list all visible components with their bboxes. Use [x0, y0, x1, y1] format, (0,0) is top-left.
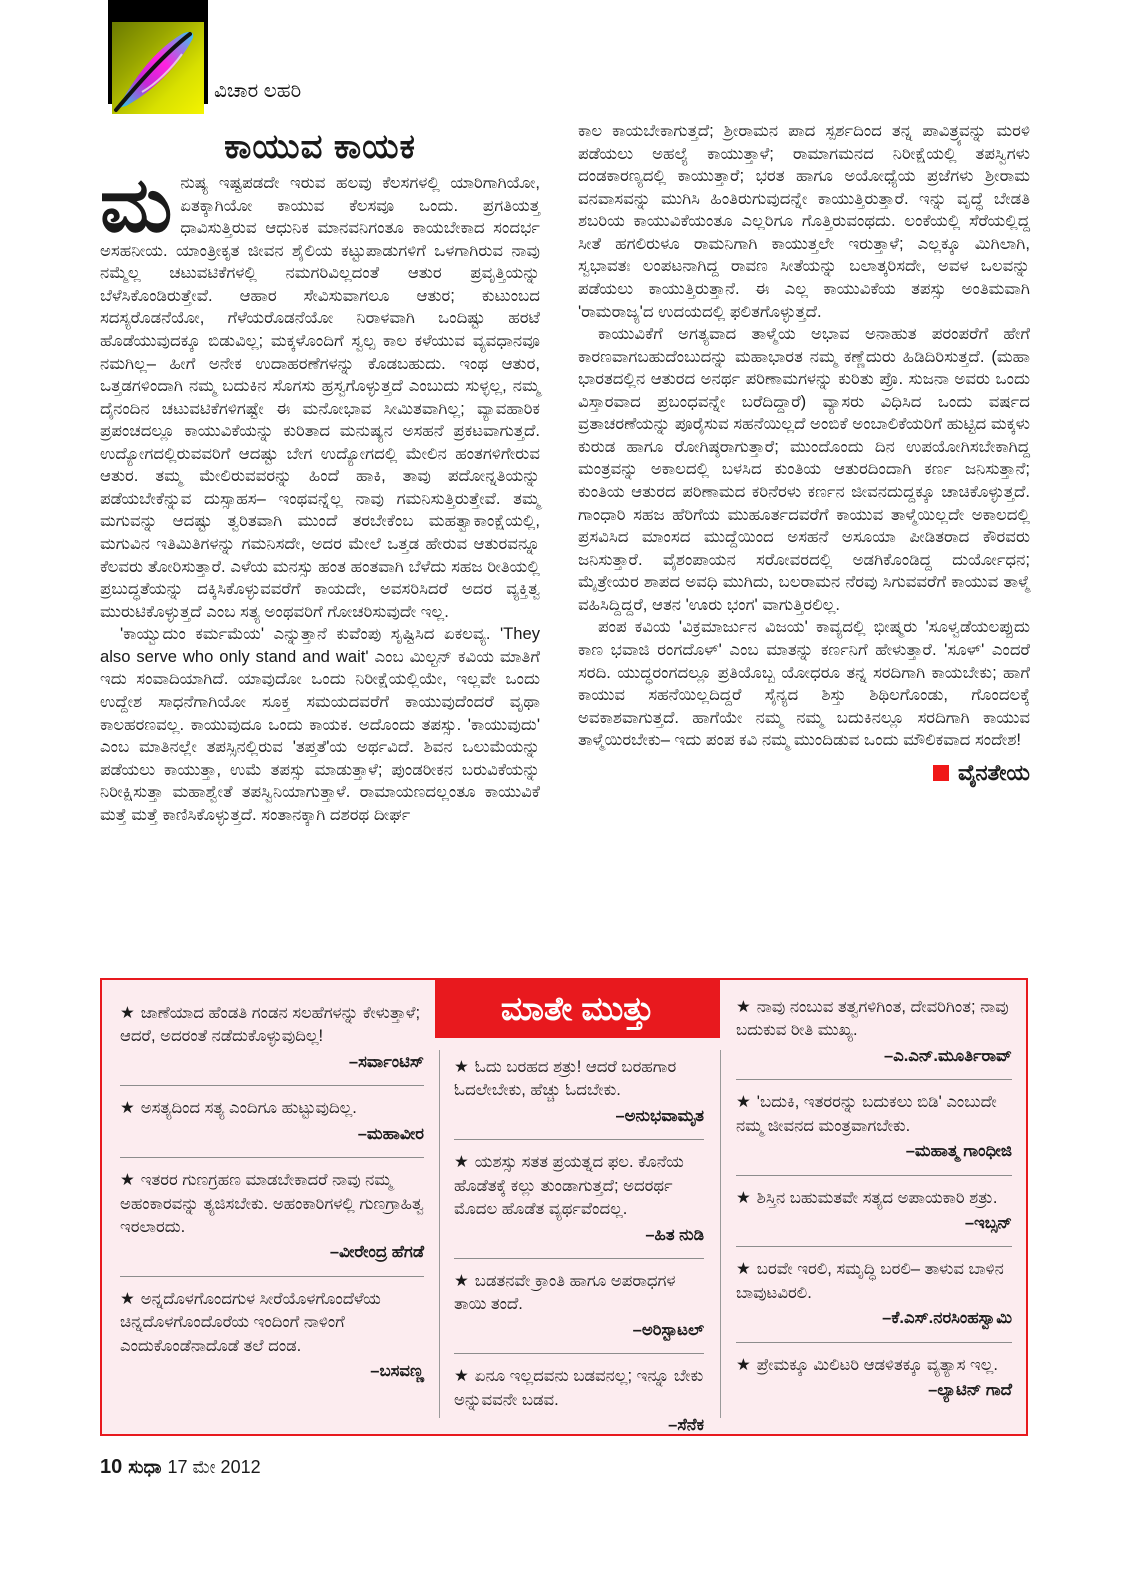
star-icon: ★	[120, 1289, 135, 1308]
quote-attribution: –ಅನುಭವಾಮೃತ	[615, 1106, 704, 1125]
star-icon: ★	[454, 1367, 469, 1386]
quote-text: ಏನೂ ಇಲ್ಲದವನು ಬಡವನಲ್ಲ; ಇನ್ನೂ ಬೇಕು ಅನ್ನುವವನೇ ಬಡವ.	[454, 1367, 704, 1409]
quote-attribution: –ಹಿತ ನುಡಿ	[645, 1225, 704, 1244]
quote-attribution: –ಕೆ.ಎಸ್.ನರಸಿಂಹಸ್ವಾಮಿ	[882, 1309, 1012, 1328]
quote-body	[120, 1097, 424, 1120]
quote-attribution: –ಎ.ಎನ್.ಮೂರ್ತಿರಾವ್	[883, 1046, 1012, 1065]
quote-item	[454, 1365, 704, 1448]
star-icon: ★	[454, 1058, 469, 1076]
quote-item	[120, 1169, 424, 1277]
page-footer	[100, 1456, 261, 1479]
column-divider	[439, 1050, 440, 1418]
quote-column-1	[120, 1002, 424, 1394]
paragraph: ಪಂಪ ಕವಿಯ 'ವಿಕ್ರಮಾರ್ಜುನ ವಿಜಯ' ಕಾವ್ಯದಲ್ಲಿ ಭೀಷ್ಮರು 'ಸೂಳ್ವಡೆಯಲಪ್ಪುದು ಕಾಣ ಭವಾಜಿ ರಂಗದೊಳ್' ಎಂಬ ಮಾತನ್ನು ಕರ್ಣನಿಗೆ ಹೇಳುತ್ತಾರೆ. 'ಸೂಳ್' ಎಂದರೆ ಸರದಿ. ಯುದ್ಧರಂಗದಲ್ಲೂ ಪ್ರತಿಯೊಬ್ಬ ಯೋಧರೂ ತನ್ನ ಸರದಿಗಾಗಿ ಕಾಯಬೇಕು; ಹಾಗೆ ಕಾಯುವ ಸಹನೆಯಿಲ್ಲದಿದ್ದರೆ ಸೈನ್ಯದ ಶಿಸ್ತು ಶಿಥಿಲಗೊಂಡು, ಗೊಂದಲಕ್ಕೆ ಅವಕಾಶವಾಗುತ್ತದೆ. ಹಾಗೆಯೇ ನಮ್ಮ ನಮ್ಮ ಬದುಕಿನಲ್ಲೂ ಸರದಿಗಾಗಿ ಕಾಯುವ ತಾಳ್ಮೆಯಿರಬೇಕು– ಇದು ಪಂಪ ಕವಿ ನಮ್ಮ ಮುಂದಿಡುವ ಒಂದು ಮೌಲಿಕವಾದ ಸಂದೇಶ!	[578, 617, 1030, 750]
quote-text: ಅನ್ನದೊಳಗೊಂದಗುಳ ಸೀರೆಯೊಳಗೊಂದೆಳೆಯ ಚಿನ್ನದೊಳಗೊಂದೊರೆಯ ಇಂದಿಂಗೆ ನಾಳಿಂಗೆ ಎಂದುಕೊಂಡೆನಾದೊಡೆ ತಲೆ ದಂಡ.	[120, 1289, 381, 1355]
star-icon: ★	[736, 1093, 751, 1112]
quote-box-title: ಮಾತೇ ಮುತ್ತು	[435, 980, 720, 1038]
paragraph-text: ನುಷ್ಯ ಇಷ್ಟಪಡದೇ ಇರುವ ಹಲವು ಕೆಲಸಗಳಲ್ಲಿ ಯಾರಿಗಾಗಿಯೋ, ಏತಕ್ಕಾಗಿಯೋ ಕಾಯುವ ಕೆಲಸವೂ ಒಂದು. ಪ್ರಗತಿಯತ್ತ ಧಾವಿಸುತ್ತಿರುವ ಆಧುನಿಕ ಮಾನವನಿಗಂತೂ ಕಾಯಬೇಕಾದ ಸಂದರ್ಭ ಅಸಹನೀಯ. ಯಾಂತ್ರೀಕೃತ ಜೀವನ ಶೈಲಿಯ ಕಟ್ಟುಪಾಡುಗಳಿಗೆ ಒಳಗಾಗಿರುವ ನಾವು ನಮ್ಮೆಲ್ಲ ಚಟುವಟಿಕೆಗಳಲ್ಲಿ ನಮಗರಿವಿಲ್ಲದಂತೆ ಆತುರ ಪ್ರವೃತ್ತಿಯನ್ನು ಬೆಳೆಸಿಕೊಂಡಿರುತ್ತೇವೆ. ಆಹಾರ ಸೇವಿಸುವಾಗಲೂ ಆತುರ; ಕುಟುಂಬದ ಸದಸ್ಯರೊಡನೆಯೋ, ಗೆಳೆಯರೊಡನೆಯೋ ನಿರಾಳವಾಗಿ ಒಂದಿಷ್ಟು ಹರಟೆ ಹೊಡೆಯುವುದಕ್ಕೂ ಬಿಡುವಿಲ್ಲ; ಮಕ್ಕಳೊಂದಿಗೆ ಸ್ವಲ್ಪ ಕಾಲ ಕಳೆಯುವ ವ್ಯವಧಾನವೂ ನಮಗಿಲ್ಲ– ಹೀಗೆ ಅನೇಕ ಉದಾಹರಣೆಗಳನ್ನು ಕೊಡಬಹುದು. ಇಂಥ ಆತುರ, ಒತ್ತಡಗಳಿಂದಾಗಿ ನಮ್ಮ ಬದುಕಿನ ಸೊಗಸು ಹ್ರಸ್ವಗೊಳ್ಳುತ್ತದೆ ಎಂಬುದು ಸುಳ್ಳಲ್ಲ, ನಮ್ಮ ದೈನಂದಿನ ಚಟುವಟಿಕೆಗಳಿಗಷ್ಟೇ ಈ ಮನೋಭಾವ ಸೀಮಿತವಾಗಿಲ್ಲ; ವ್ಯಾವಹಾರಿಕ ಪ್ರಪಂಚದಲ್ಲೂ ಕಾಯುವಿಕೆಯನ್ನು ಕುರಿತಾದ ಮನುಷ್ಯನ ಅಸಹನೆ ಪ್ರಕಟವಾಗುತ್ತದೆ. ಉದ್ಯೋಗದಲ್ಲಿರುವವರಿಗೆ ಆದಷ್ಟು ಬೇಗ ಉದ್ಯೋಗದಲ್ಲಿ ಮೇಲಿನ ಹಂತಗಳಿಗೇರುವ ಆತುರ. ತಮ್ಮ ಮೇಲಿರುವವರನ್ನು ಹಿಂದೆ ಹಾಕಿ, ತಾವು ಪದೋನ್ನತಿಯನ್ನು ಪಡೆಯಬೇಕೆನ್ನುವ ದುಸ್ಸಾಹಸ– ಇಂಥವನ್ನೆಲ್ಲ ನಾವು ಗಮನಿಸುತ್ತಿರುತ್ತೇವೆ. ತಮ್ಮ ಮಗುವನ್ನು ಆದಷ್ಟು ತ್ವರಿತವಾಗಿ ಮುಂದೆ ತರಬೇಕೆಂಬ ಮಹತ್ವಾಕಾಂಕ್ಷೆಯಲ್ಲಿ, ಮಗುವಿನ ಇತಿಮಿತಿಗಳನ್ನು ಗಮನಿಸದೇ, ಅದರ ಮೇಲೆ ಒತ್ತಡ ಹೇರುವ ಆತುರವನ್ನೂ ಕೆಲವರು ತೋರಿಸುತ್ತಾರೆ. ಎಳೆಯ ಮನಸ್ಸು ಹಂತ ಹಂತವಾಗಿ ಬೆಳೆದು ಸಹಜ ರೀತಿಯಲ್ಲಿ ಪ್ರಬುದ್ಧತೆಯನ್ನು ದಕ್ಕಿಸಿಕೊಳ್ಳುವವರೆಗೆ ಕಾಯದೇ, ಅವಸರಿಸಿದರೆ ಅದರ ವ್ಯಕ್ತಿತ್ವ ಮುರುಟಿಕೊಳ್ಳುತ್ತದೆ ಎಂಬ ಸತ್ಯ ಅಂಥವರಿಗೆ ಗೋಚರಿಸುವುದೇ ಇಲ್ಲ.	[100, 173, 540, 621]
paragraph: ಕಾಯುವಿಕೆಗೆ ಅಗತ್ಯವಾದ ತಾಳ್ಮೆಯ ಅಭಾವ ಅನಾಹುತ ಪರಂಪರೆಗೆ ಹೇಗೆ ಕಾರಣವಾಗಬಹುದೆಂಬುದನ್ನು ಮಹಾಭಾರತ ನಮ್ಮ ಕಣ್ಣೆದುರು ಹಿಡಿದಿರಿಸುತ್ತದೆ. (ಮಹಾ ಭಾರತದಲ್ಲಿನ ಆತುರದ ಅನರ್ಥ ಪರಿಣಾಮಗಳನ್ನು ಕುರಿತು ಪ್ರೊ. ಸುಜನಾ ಅವರು ಒಂದು ವಿಸ್ತಾರವಾದ ಪ್ರಬಂಧವನ್ನೇ ಬರೆದಿದ್ದಾರೆ) ವ್ಯಾಸರು ವಿಧಿಸಿದ ಒಂದು ವರ್ಷದ ವ್ರತಾಚರಣೆಯನ್ನು ಪೂರೈಸುವ ಸಹನೆಯಿಲ್ಲದೆ ಅಂಬಿಕೆ ಅಂಬಾಲಿಕೆಯರಿಗೆ ಹುಟ್ಟಿದ ಮಕ್ಕಳು ಕುರುಡ ಹಾಗೂ ರೋಗಿಷ್ಠರಾಗುತ್ತಾರೆ; ಮುಂದೊಂದು ದಿನ ಉಪಯೋಗಿಸಬೇಕಾಗಿದ್ದ ಮಂತ್ರವನ್ನು ಅಕಾಲದಲ್ಲಿ ಬಳಸಿದ ಕುಂತಿಯ ಆತುರದಿಂದಾಗಿ ಕರ್ಣ ಜನಿಸುತ್ತಾನೆ; ಕುಂತಿಯ ಆತುರದ ಪರಿಣಾಮದ ಕರಿನೆರಳು ಕರ್ಣನ ಜೀವನದುದ್ದಕ್ಕೂ ಚಾಚಿಕೊಳ್ಳುತ್ತದೆ. ಗಾಂಧಾರಿ ಸಹಜ ಹೆರಿಗೆಯ ಮುಹೂರ್ತದವರೆಗೆ ಕಾಯುವ ತಾಳ್ಮೆಯಿಲ್ಲದೇ ಅಕಾಲದಲ್ಲಿ ಪ್ರಸವಿಸಿದ ಮಾಂಸದ ಮುದ್ದೆಯಿಂದ ಅಸಹನೆ ಅಸೂಯಾ ಪೀಡಿತರಾದ ಕೌರವರು ಜನಿಸುತ್ತಾರೆ. ವೈಶಂಪಾಯನ ಸರೋವರದಲ್ಲಿ ಅಡಗಿಕೊಂಡಿದ್ದ ದುರ್ಯೋಧನ; ಮೈತ್ರೇಯರ ಶಾಪದ ಅವಧಿ ಮುಗಿದು, ಬಲರಾಮನ ನೆರವು ಸಿಗುವವರೆಗೆ ಕಾಯುವ ತಾಳ್ಮೆ ವಹಿಸಿದ್ದಿದ್ದರೆ, ಆತನ 'ಊರು ಭಂಗ' ವಾಗುತ್ತಿರಲಿಲ್ಲ.	[578, 324, 1030, 614]
quote-item	[454, 1056, 704, 1140]
quote-item	[736, 1091, 1012, 1175]
article-column-2	[578, 120, 1030, 976]
article-column-1	[100, 163, 540, 972]
quote-text: ಬಡತನವೇ ಕ್ರಾಂತಿ ಹಾಗೂ ಅಪರಾಧಗಳ ತಾಯಿ ತಂದೆ.	[454, 1271, 676, 1314]
quote-text: ಶಿಸ್ತಿನ ಬಹುಮತವೇ ಸತ್ಯದ ಅಪಾಯಕಾರಿ ಶತ್ರು.	[756, 1188, 998, 1207]
quote-body	[736, 1187, 1012, 1210]
quote-text: ನಾವು ನಂಬುವ ತತ್ವಗಳಿಗಿಂತ, ದೇವರಿಗಿಂತ; ನಾವು ಬದುಕುವ ರೀತಿ ಮುಖ್ಯ.	[736, 998, 1009, 1040]
quote-body	[454, 1270, 704, 1317]
quote-body	[454, 1151, 704, 1221]
quote-attribution: –ಮಹಾವೀರ	[357, 1124, 424, 1143]
quote-attribution: –ಲ್ಯಾಟಿನ್ ಗಾದೆ	[928, 1381, 1012, 1400]
magazine-name: ಸುಧಾ	[128, 1457, 162, 1477]
article-title: ಕಾಯುವ ಕಾಯಕ	[224, 128, 416, 166]
star-icon: ★	[454, 1153, 469, 1172]
quote-body	[120, 1002, 424, 1049]
quote-box	[100, 978, 1028, 1436]
quote-body	[736, 1258, 1012, 1305]
star-icon: ★	[736, 998, 751, 1016]
red-square-icon	[933, 765, 949, 781]
star-icon: ★	[120, 1004, 135, 1022]
quote-item	[736, 1258, 1012, 1342]
quote-text: ಬರವೇ ಇರಲಿ, ಸಮೃದ್ಧಿ ಬರಲಿ– ತಾಳುವ ಬಾಳಿನ ಬಾವುಟವಿರಲಿ.	[736, 1260, 1004, 1302]
star-icon: ★	[736, 1260, 751, 1279]
quote-item	[736, 996, 1012, 1080]
page-number: 10	[100, 1456, 123, 1478]
quote-text: ಇತರರ ಗುಣಗ್ರಹಣ ಮಾಡಬೇಕಾದರೆ ನಾವು ನಮ್ಮ ಅಹಂಕಾರವನ್ನು ತ್ಯಜಿಸಬೇಕು. ಅಹಂಕಾರಿಗಳಲ್ಲಿ ಗುಣಗ್ರಾಹಿತ್ವ ಇರಲಾರದು.	[120, 1171, 424, 1236]
paragraph: 'ಕಾಯ್ವುದುಂ ಕರ್ಮಮೆಯ' ಎನ್ನುತ್ತಾನೆ ಕುವೆಂಪು ಸೃಷ್ಟಿಸಿದ ಏಕಲವ್ಯ. 'They also serve who only stand and wait' ಎಂಬ ಮಿಲ್ಟನ್ ಕವಿಯ ಮಾತಿಗೆ ಇದು ಸಂವಾದಿಯಾಗಿದೆ. ಯಾವುದೋ ಒಂದು ನಿರೀಕ್ಷೆಯಲ್ಲಿಯೇ, ಇಲ್ಲವೇ ಒಂದು ಉದ್ದೇಶ ಸಾಧನೆಗಾಗಿಯೋ ಸೂಕ್ತ ಸಮಯದವರೆಗೆ ಕಾಯುವುದೆಂದರೆ ವೃಥಾ ಕಾಲಹರಣವಲ್ಲ. ಕಾಯುವುದೂ ಒಂದು ಕಾಯಕ. ಅದೊಂದು ತಪಸ್ಸು. 'ಕಾಯುವುದು' ಎಂಬ ಮಾತಿನಲ್ಲೇ ತಪಸ್ಸಿನಲ್ಲಿರುವ 'ತಪ್ತತೆ'ಯ ಅರ್ಥವಿದೆ. ಶಿವನ ಒಲುಮೆಯನ್ನು ಪಡೆಯಲು ಕಾಯುತ್ತಾ, ಉಮೆ ತಪಸ್ಸು ಮಾಡುತ್ತಾಳೆ; ಪುಂಡರೀಕನ ಬರುವಿಕೆಯನ್ನು ನಿರೀಕ್ಷಿಸುತ್ತಾ ಮಹಾಶ್ವೇತೆ ತಪಸ್ವಿನಿಯಾಗುತ್ತಾಳೆ. ರಾಮಾಯಣದಲ್ಲಂತೂ ಕಾಯುವಿಕೆ ಮತ್ತೆ ಮತ್ತೆ ಕಾಣಿಸಿಕೊಳ್ಳುತ್ತದೆ. ಸಂತಾನಕ್ಕಾಗಿ ದಶರಥ ದೀರ್ಘ	[100, 624, 540, 824]
quote-body	[120, 1288, 424, 1358]
quote-item	[120, 1288, 424, 1395]
star-icon: ★	[736, 1355, 751, 1374]
quote-attribution: –ಮಹಾತ್ಮ ಗಾಂಧೀಜಿ	[905, 1142, 1012, 1161]
quote-item	[736, 1354, 1012, 1414]
star-icon: ★	[736, 1188, 751, 1207]
quote-text: ಜಾಣೆಯಾದ ಹೆಂಡತಿ ಗಂಡನ ಸಲಹೆಗಳನ್ನು ಕೇಳುತ್ತಾಳೆ; ಆದರೆ, ಅದರಂತೆ ನಡೆದುಕೊಳ್ಳುವುದಿಲ್ಲ!	[120, 1004, 421, 1046]
issue-date: 17 ಮೇ 2012	[167, 1457, 261, 1477]
dropcap-letter: ಮ	[100, 163, 173, 248]
quote-item	[454, 1270, 704, 1354]
paragraph: ಕಾಲ ಕಾಯಬೇಕಾಗುತ್ತದೆ; ಶ್ರೀರಾಮನ ಪಾದ ಸ್ಪರ್ಶದಿಂದ ತನ್ನ ಪಾವಿತ್ರ್ಯವನ್ನು ಮರಳಿ ಪಡೆಯಲು ಅಹಲ್ಯೆ ಕಾಯುತ್ತಾಳೆ; ರಾಮಾಗಮನದ ನಿರೀಕ್ಷೆಯಲ್ಲಿ ತಪಸ್ವಿಗಳು ದಂಡಕಾರಣ್ಯದಲ್ಲಿ ಕಾಯುತ್ತಾರೆ; ಭರತ ಹಾಗೂ ಅಯೋಧ್ಯೆಯ ಪ್ರಜೆಗಳು ಶ್ರೀರಾಮ ವನವಾಸವನ್ನು ಮುಗಿಸಿ ಹಿಂತಿರುಗುವುದನ್ನೇ ಕಾಯುತ್ತಿರುತ್ತಾರೆ. ಇನ್ನು ವೃದ್ಧೆ ಬೇಡತಿ ಶಬರಿಯ ಕಾಯುವಿಕೆಯಂತೂ ಎಲ್ಲರಿಗೂ ಗೊತ್ತಿರುವಂಥದು. ಲಂಕೆಯಲ್ಲಿ ಸೆರೆಯಲ್ಲಿದ್ದ ಸೀತೆ ಹಗಲಿರುಳೂ ರಾಮನಿಗಾಗಿ ಕಾಯುತ್ತಲೇ ಇರುತ್ತಾಳೆ; ಎಲ್ಲಕ್ಕೂ ಮಿಗಿಲಾಗಿ, ಸ್ವಭಾವತಃ ಲಂಪಟನಾಗಿದ್ದ ರಾವಣ ಸೀತೆಯನ್ನು ಬಲಾತ್ಕರಿಸದೇ, ಅವಳ ಒಲವನ್ನು ಪಡೆಯಲು ಕಾಯುತ್ತಿರುತ್ತಾನೆ. ಈ ಎಲ್ಲ ಕಾಯುವಿಕೆಯ ತಪಸ್ಸು ಅಂತಿಮವಾಗಿ 'ರಾಮರಾಜ್ಯ'ದ ಉದಯದಲ್ಲಿ ಫಲಿತಗೊಳ್ಳುತ್ತದೆ.	[578, 121, 1030, 321]
quote-item	[120, 1097, 424, 1158]
quote-item	[736, 1187, 1012, 1248]
quote-column-3	[736, 996, 1012, 1413]
column-divider	[720, 1050, 721, 1418]
quote-text: ಓದು ಬರಹದ ಶತ್ರು! ಆದರೆ ಬರಹಗಾರ ಓದಲೇಬೇಕು, ಹೆಚ್ಚು ಓದಬೇಕು.	[454, 1058, 677, 1100]
feather-quill-icon	[112, 22, 204, 114]
section-label: ವಿಚಾರ ಲಹರಿ	[214, 80, 302, 102]
quote-attribution: –ಬಸವಣ್ಣ	[370, 1362, 424, 1381]
quote-text: ಪ್ರೇಮಕ್ಕೂ ಮಿಲಿಟರಿ ಆಡಳಿತಕ್ಕೂ ವ್ಯತ್ಯಾಸ ಇಲ್ಲ.	[756, 1355, 998, 1374]
author-name: ವೈನತೇಯ	[958, 759, 1030, 785]
quote-text: ಅಸತ್ಯದಿಂದ ಸತ್ಯ ಎಂದಿಗೂ ಹುಟ್ಟುವುದಿಲ್ಲ.	[140, 1099, 357, 1118]
star-icon: ★	[120, 1171, 135, 1190]
quote-text: ಯಶಸ್ಸು ಸತತ ಪ್ರಯತ್ನದ ಫಲ. ಕೊನೆಯ ಹೊಡೆತಕ್ಕೆ ಕಲ್ಲು ತುಂಡಾಗುತ್ತದೆ; ಅದರರ್ಥ ಮೊದಲ ಹೊಡೆತ ವ್ಯರ್ಥವೆಂದಲ್ಲ.	[454, 1153, 684, 1219]
quote-attribution: –ಇಬ್ಸನ್	[964, 1213, 1012, 1232]
paragraph	[100, 163, 540, 623]
quote-attribution: –ವೀರೇಂದ್ರ ಹೆಗಡೆ	[329, 1243, 424, 1262]
quote-attribution: –ಸರ್ವಾಂಟಿಸ್	[348, 1052, 424, 1071]
quote-column-2	[454, 1056, 704, 1448]
quote-body	[736, 1354, 1012, 1377]
star-icon: ★	[454, 1271, 469, 1290]
magazine-logo	[108, 0, 208, 104]
quote-body	[736, 996, 1012, 1043]
quote-item	[454, 1151, 704, 1259]
star-icon: ★	[120, 1099, 135, 1118]
quote-text: 'ಬದುಕಿ, ಇತರರನ್ನು ಬದುಕಲು ಬಿಡಿ' ಎಂಬುದೇ ನಮ್ಮ ಜೀವನದ ಮಂತ್ರವಾಗಬೇಕು.	[736, 1093, 997, 1135]
quote-body	[120, 1169, 424, 1239]
quote-attribution: –ಸೆನೆಕ	[668, 1416, 704, 1435]
quote-attribution: –ಅರಿಸ್ಟಾಟಲ್	[632, 1320, 704, 1339]
quote-body	[736, 1091, 1012, 1138]
quote-body	[454, 1056, 704, 1103]
quote-item	[120, 1002, 424, 1086]
quote-body	[454, 1365, 704, 1412]
author-signature	[578, 758, 1030, 788]
